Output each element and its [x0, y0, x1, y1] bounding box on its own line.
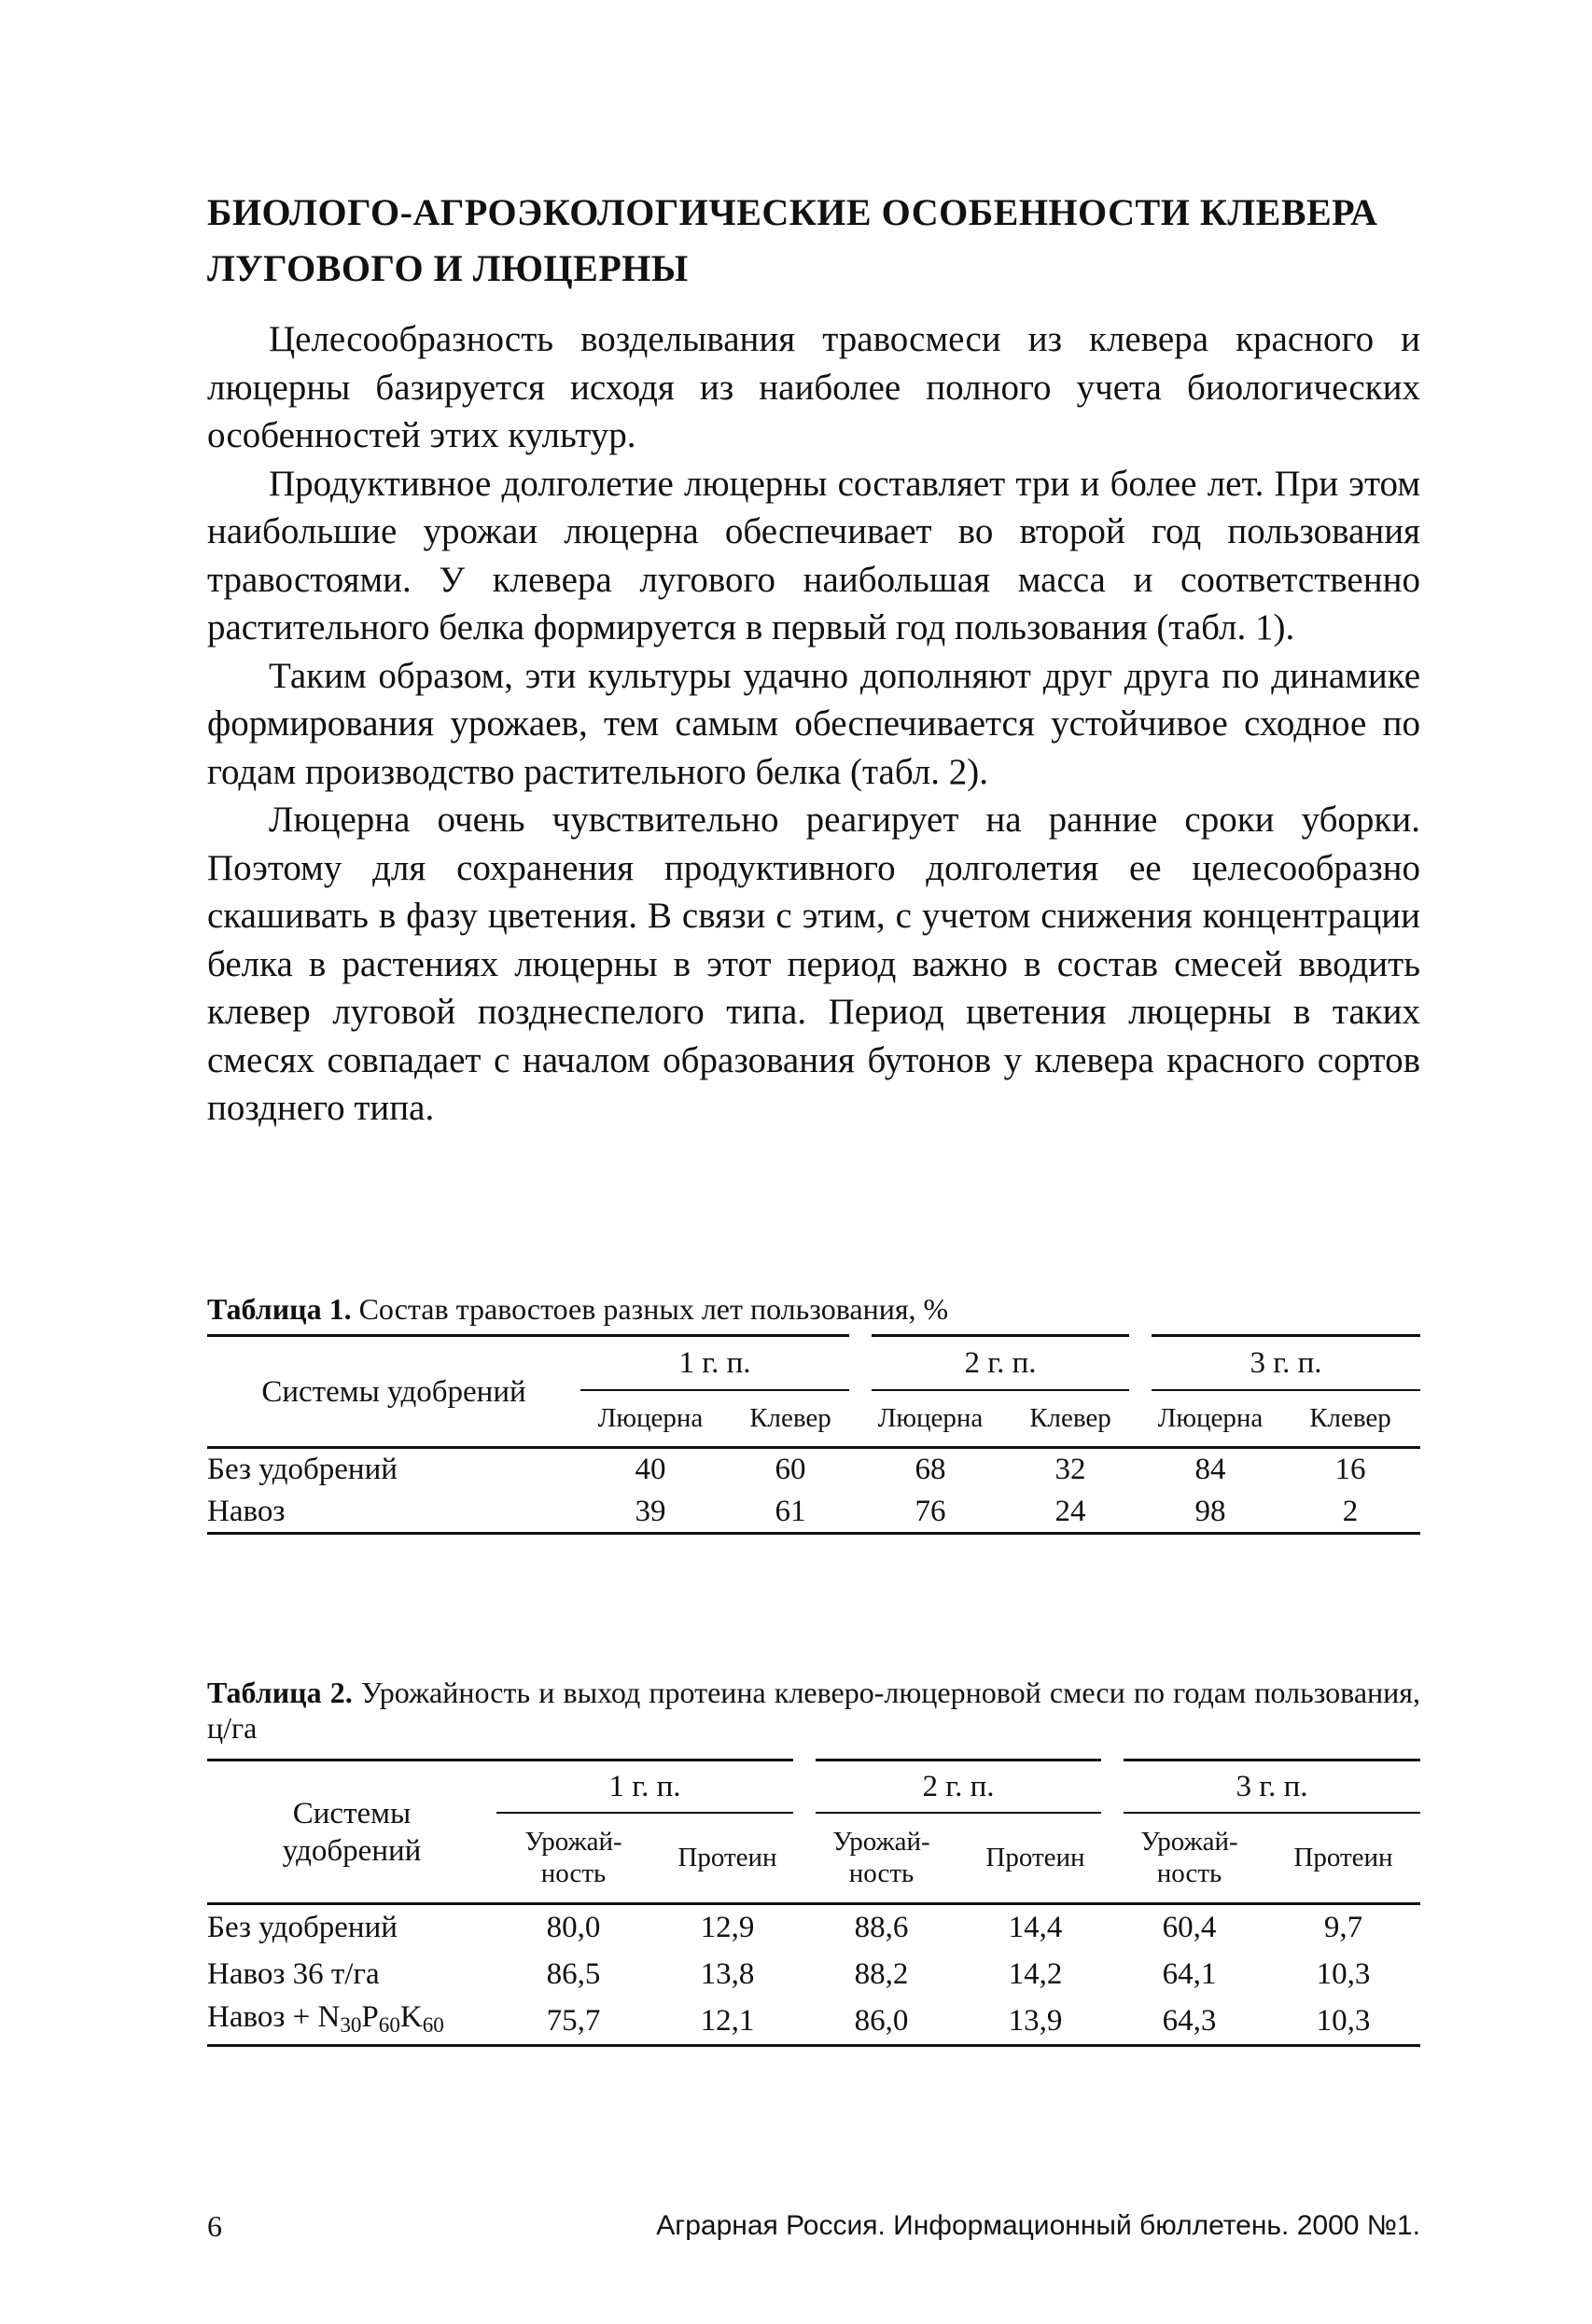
table-2-subheader-yield	[1112, 1813, 1266, 1904]
table-1-subheader: Люцерна	[597, 1403, 704, 1434]
table-cell: 24	[1054, 1494, 1086, 1528]
table-1-subheader: Люцерна	[1157, 1403, 1264, 1434]
page	[207, 0, 1420, 2324]
table-1-row-header: Системы удобрений	[261, 1374, 526, 1409]
table-1-caption-label: Таблица 1.	[207, 1292, 352, 1326]
table-2-row-header	[207, 1760, 496, 1904]
paragraph-2: Продуктивное долголетие люцерны составляет три и более лет. При этом наибольшие урожаи люцерна обеспечивает во второй год пользования травостоями. У клевера лугового наибольшая масса и соответственно растительного белка формируется в первый год пользования (табл. 1).	[207, 463, 1420, 647]
table-cell: 2	[1342, 1494, 1359, 1528]
table-1-year-header: 3 г. п.	[1140, 1336, 1420, 1390]
page-number: 6	[207, 2209, 222, 2243]
table-cell: 10,3	[1316, 1956, 1371, 1991]
table-cell: 40	[635, 1453, 666, 1487]
subheader-line: ность	[540, 1858, 607, 1889]
table-2-subheader-yield	[804, 1813, 958, 1904]
table-1-row-label: Без удобрений	[207, 1453, 398, 1487]
table-1-caption-text: Состав травостоев разных лет пользования, %	[358, 1292, 949, 1326]
table-1-subheader: Люцерна	[877, 1403, 984, 1434]
table-cell: 16	[1334, 1453, 1366, 1487]
table-2-row-label: Навоз 36 т/га	[207, 1956, 380, 1991]
table-cell: 64,1	[1162, 1956, 1217, 1991]
table-cell: 88,6	[854, 1911, 909, 1945]
table-cell: 68	[915, 1453, 946, 1487]
table-2-year-header: 1 г. п.	[496, 1760, 804, 1813]
table-cell: 13,9	[1008, 2003, 1063, 2038]
subheader-line: ность	[1156, 1858, 1222, 1889]
label-part: K	[399, 1999, 423, 2034]
table-cell: 76	[915, 1494, 946, 1528]
table-2-caption-text: Урожайность и выход протеина клеверо-люцерновой смеси по годам пользования, ц/га	[207, 1676, 1421, 1745]
subheader-line: Урожай-	[524, 1827, 622, 1858]
table-2-caption	[207, 1675, 1420, 1746]
paragraph-1: Целесообразность возделывания травосмеси из клевера красного и люцерны базируется исходя из наиболее полного учета биологических особенностей этих культур.	[207, 319, 1420, 455]
table-cell: 98	[1194, 1494, 1226, 1528]
paragraph-3: Таким образом, эти культуры удачно дополняют друг друга по динамике формирования урожаев, тем самым обеспечивается устойчивое сходное по годам производство растительного белка (табл. 2).	[207, 655, 1420, 792]
table-1-subheader: Клевер	[749, 1403, 831, 1434]
table-2-caption-label: Таблица 2.	[207, 1676, 353, 1709]
table-row	[207, 1491, 1420, 1534]
table-2-row-label: Без удобрений	[207, 1911, 398, 1945]
table-2-year-header: 2 г. п.	[804, 1760, 1112, 1813]
table-cell: 61	[775, 1494, 806, 1528]
table-cell: 64,3	[1162, 2003, 1217, 2038]
article-title-line-1: БИОЛОГО-АГРОЭКОЛОГИЧЕСКИЕ ОСОБЕННОСТИ КЛЕВЕРА	[207, 191, 1378, 233]
subheader-line: Урожай-	[832, 1827, 930, 1858]
table-2-row-header-line-1: Системы	[292, 1796, 412, 1830]
table-1-caption	[207, 1291, 1420, 1327]
table-cell: 86,0	[854, 2003, 909, 2038]
table-cell: 84	[1194, 1453, 1226, 1487]
table-row	[207, 1997, 1420, 2046]
table-cell: 60	[775, 1453, 806, 1487]
table-2-subheader-yield	[496, 1813, 650, 1904]
paragraph-4: Люцерна очень чувствительно реагирует на ранние сроки уборки. Поэтому для сохранения продуктивного долголетия ее целесообразно скашивать в фазу цветения. В связи с этим, с учетом снижения концентрации белка в растениях люцерны в этот период важно в состав смесей вводить клевер луговой позднеспелого типа. Период цветения люцерны в таких смесях совпадает с началом образования бутонов у клевера красного сортов позднего типа.	[207, 800, 1420, 1128]
subscript: 60	[422, 2011, 444, 2037]
table-row	[207, 1904, 1420, 1951]
table-cell: 39	[635, 1494, 666, 1528]
table-2	[207, 1759, 1420, 2047]
table-row	[207, 1951, 1420, 1997]
table-cell: 12,1	[700, 2003, 755, 2038]
table-1-subheader: Клевер	[1309, 1403, 1391, 1434]
table-1-year-header: 1 г. п.	[580, 1336, 860, 1390]
subscript: 60	[378, 2011, 400, 2037]
table-cell: 75,7	[546, 2003, 601, 2038]
table-1-year-header: 2 г. п.	[860, 1336, 1140, 1390]
table-cell: 80,0	[546, 1911, 601, 1945]
table-cell: 60,4	[1162, 1911, 1217, 1945]
table-cell: 9,7	[1323, 1911, 1363, 1945]
article-title-line-2: ЛУГОВОГО И ЛЮЦЕРНЫ	[207, 247, 689, 289]
table-2-subheader-protein: Протеин	[1293, 1843, 1393, 1873]
table-cell: 10,3	[1316, 2003, 1371, 2038]
subheader-line: Урожай-	[1140, 1827, 1238, 1858]
label-part: Навоз + N	[207, 1999, 341, 2034]
table-cell: 14,2	[1008, 1956, 1063, 1991]
article-body	[207, 315, 1420, 1133]
journal-name: Аграрная Россия. Информационный бюллетень. 2000 №1.	[656, 2210, 1420, 2241]
table-cell: 12,9	[700, 1911, 755, 1945]
table-2-subheader-protein: Протеин	[985, 1843, 1085, 1873]
table-cell: 86,5	[546, 1956, 601, 1991]
table-row	[207, 1448, 1420, 1491]
table-2-row-label	[207, 1997, 496, 2046]
article-title	[207, 185, 1420, 297]
subscript: 30	[340, 2011, 362, 2037]
table-1-subheader: Клевер	[1029, 1403, 1111, 1434]
table-cell: 13,8	[700, 1956, 755, 1991]
table-2-row-header-line-2: удобрений	[282, 1833, 422, 1868]
table-1-row-label: Навоз	[207, 1494, 286, 1528]
table-2-year-header: 3 г. п.	[1112, 1760, 1420, 1813]
table-2-subheader-protein: Протеин	[677, 1843, 777, 1873]
subheader-line: ность	[848, 1858, 915, 1889]
table-1	[207, 1334, 1420, 1535]
label-part: P	[361, 1999, 379, 2034]
table-cell: 32	[1054, 1453, 1086, 1487]
table-cell: 88,2	[854, 1956, 909, 1991]
table-cell: 14,4	[1008, 1911, 1063, 1945]
